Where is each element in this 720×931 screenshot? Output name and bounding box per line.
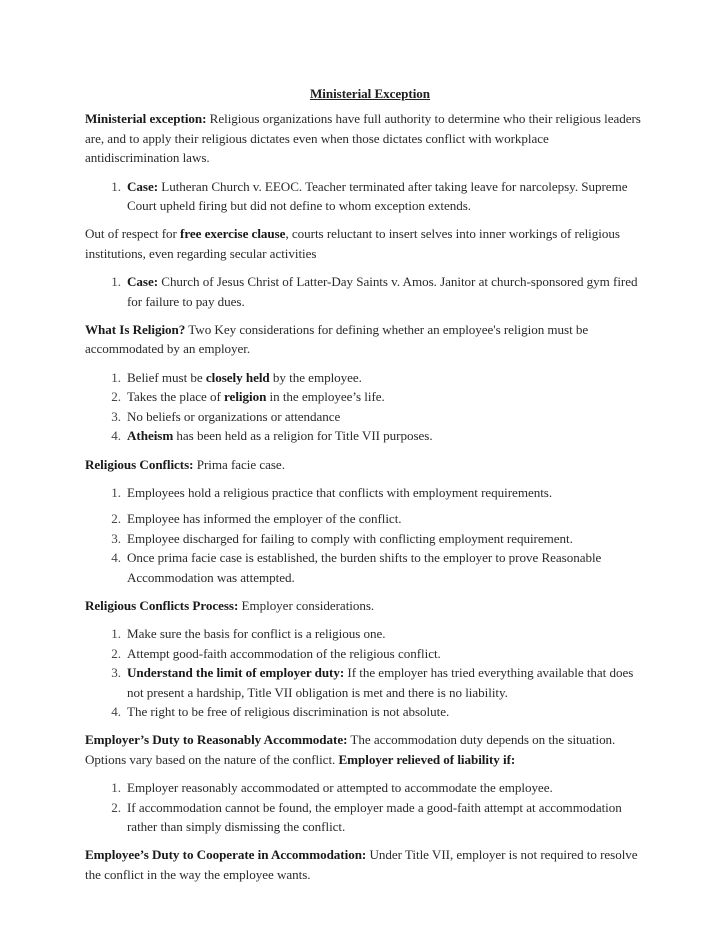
item-text: Takes the place of: [127, 389, 225, 405]
bold-term: Understand the limit of employer duty:: [127, 665, 345, 681]
list-number: 3.: [111, 408, 121, 424]
item-text: Once prima facie case is established, the burden shifts to the employer to prove Reasonable Accommodation was attempted.: [127, 550, 602, 585]
item-text: Employees hold a religious practice that conflicts with employment requirements.: [127, 484, 553, 500]
body-text: Out of respect for: [85, 226, 181, 242]
heading: Employee’s Duty to Cooperate in Accommodation:: [85, 847, 367, 863]
list-number: 2.: [111, 645, 121, 661]
item-text: Employee discharged for failing to comply with conflicting employment requirement.: [127, 530, 573, 546]
item-text: If accommodation cannot be found, the employer made a good-faith attempt at accommodation rather than simply dismissing the conflict.: [127, 799, 622, 834]
list-number: 3.: [111, 530, 121, 546]
body-text: Employer considerations.: [238, 597, 375, 613]
list-item: [85, 483, 645, 502]
document-page: [85, 84, 645, 893]
body-text: Religious organizations have full authority to determine who their religious leaders are, and to apply their religious dictates even when those dictates conflict with workplace antidiscrimination laws.: [85, 111, 641, 166]
paragraph-conflicts-process: [85, 596, 645, 615]
body-text: The accommodation duty depends on the situation. Options vary based on the nature of the conflict.: [85, 732, 616, 767]
paragraph-employee-duty: [85, 845, 645, 884]
list-number: 2.: [111, 799, 121, 815]
numbered-list: [85, 368, 645, 446]
list-number: 1.: [111, 274, 121, 290]
item-text: Employee has informed the employer of the conflict.: [127, 511, 402, 527]
list-item: [85, 644, 645, 663]
list-item: [85, 798, 645, 837]
list-item: [85, 272, 645, 311]
list-item: [85, 387, 645, 406]
body-text: , courts reluctant to insert selves into inner workings of religious institutions, even regarding secular activities: [85, 226, 620, 261]
item-text: Employer reasonably accommodated or attempted to accommodate the employee.: [127, 780, 553, 796]
list-item: [85, 177, 645, 216]
list-item: [85, 702, 645, 721]
list-number: 2.: [111, 511, 121, 527]
item-text: by the employee.: [269, 369, 362, 385]
paragraph-free-exercise: [85, 224, 645, 263]
numbered-list: [85, 177, 645, 216]
list-item: [85, 426, 645, 445]
paragraph-what-is-religion: [85, 320, 645, 359]
body-text: Two Key considerations for defining whether an employee's religion must be accommodated by an employer.: [85, 322, 589, 357]
heading: Religious Conflicts Process:: [85, 597, 239, 613]
list-item: [85, 529, 645, 548]
item-text: in the employee’s life.: [266, 389, 385, 405]
bold-term: religion: [224, 389, 267, 405]
item-text: has been held as a religion for Title VII purposes.: [173, 428, 433, 444]
bold-term: Employer relieved of liability if:: [338, 751, 516, 767]
paragraph-employer-duty: [85, 730, 645, 769]
list-item: [85, 368, 645, 387]
list-item: [85, 624, 645, 643]
item-text: Belief must be: [127, 369, 206, 385]
item-text: If the employer has tried everything available that does not present a hardship, Title VII obligation is met and there is no liability.: [127, 665, 634, 700]
numbered-list: [85, 272, 645, 311]
bold-term: closely held: [205, 369, 270, 385]
list-number: 3.: [111, 665, 121, 681]
body-text: Under Title VII, employer is not required to resolve the conflict in the way the employee wants.: [85, 847, 638, 882]
list-item: [85, 778, 645, 797]
list-item: [85, 663, 645, 702]
heading: What Is Religion?: [85, 322, 186, 338]
item-label: Case:: [127, 178, 159, 194]
body-text: Prima facie case.: [193, 456, 285, 472]
bold-term: free exercise clause: [180, 226, 286, 242]
item-text: Make sure the basis for conflict is a religious one.: [127, 626, 386, 642]
list-number: 1.: [111, 484, 121, 500]
list-item: [85, 548, 645, 587]
paragraph-religious-conflicts: [85, 455, 645, 474]
list-number: 4.: [111, 703, 121, 719]
list-item: [85, 509, 645, 528]
item-label: Case:: [127, 274, 159, 290]
numbered-list: [85, 483, 645, 587]
list-number: 1.: [111, 626, 121, 642]
item-text: Attempt good-faith accommodation of the religious conflict.: [127, 645, 441, 661]
list-number: 2.: [111, 389, 121, 405]
document-title: Ministerial Exception: [309, 86, 431, 101]
bold-term: Atheism: [127, 428, 174, 444]
item-text: The right to be free of religious discrimination is not absolute.: [127, 703, 450, 719]
paragraph-ministerial-exception: [85, 109, 645, 167]
numbered-list: [85, 778, 645, 836]
list-number: 4.: [111, 550, 121, 566]
list-number: 1.: [111, 780, 121, 796]
item-text: No beliefs or organizations or attendance: [127, 408, 341, 424]
heading: Employer’s Duty to Reasonably Accommodate:: [85, 732, 348, 748]
list-item: [85, 407, 645, 426]
numbered-list: [85, 624, 645, 721]
item-text: Lutheran Church v. EEOC. Teacher terminated after taking leave for narcolepsy. Supreme Court upheld firing but did not define to whom exception extends.: [127, 178, 628, 214]
item-text: Church of Jesus Christ of Latter-Day Saints v. Amos. Janitor at church-sponsored gym fired for failure to pay dues.: [127, 274, 638, 309]
list-number: 1.: [111, 369, 121, 385]
list-number: 1.: [111, 178, 121, 194]
heading: Religious Conflicts:: [85, 456, 194, 472]
list-number: 4.: [111, 428, 121, 444]
heading: Ministerial exception:: [85, 111, 207, 127]
